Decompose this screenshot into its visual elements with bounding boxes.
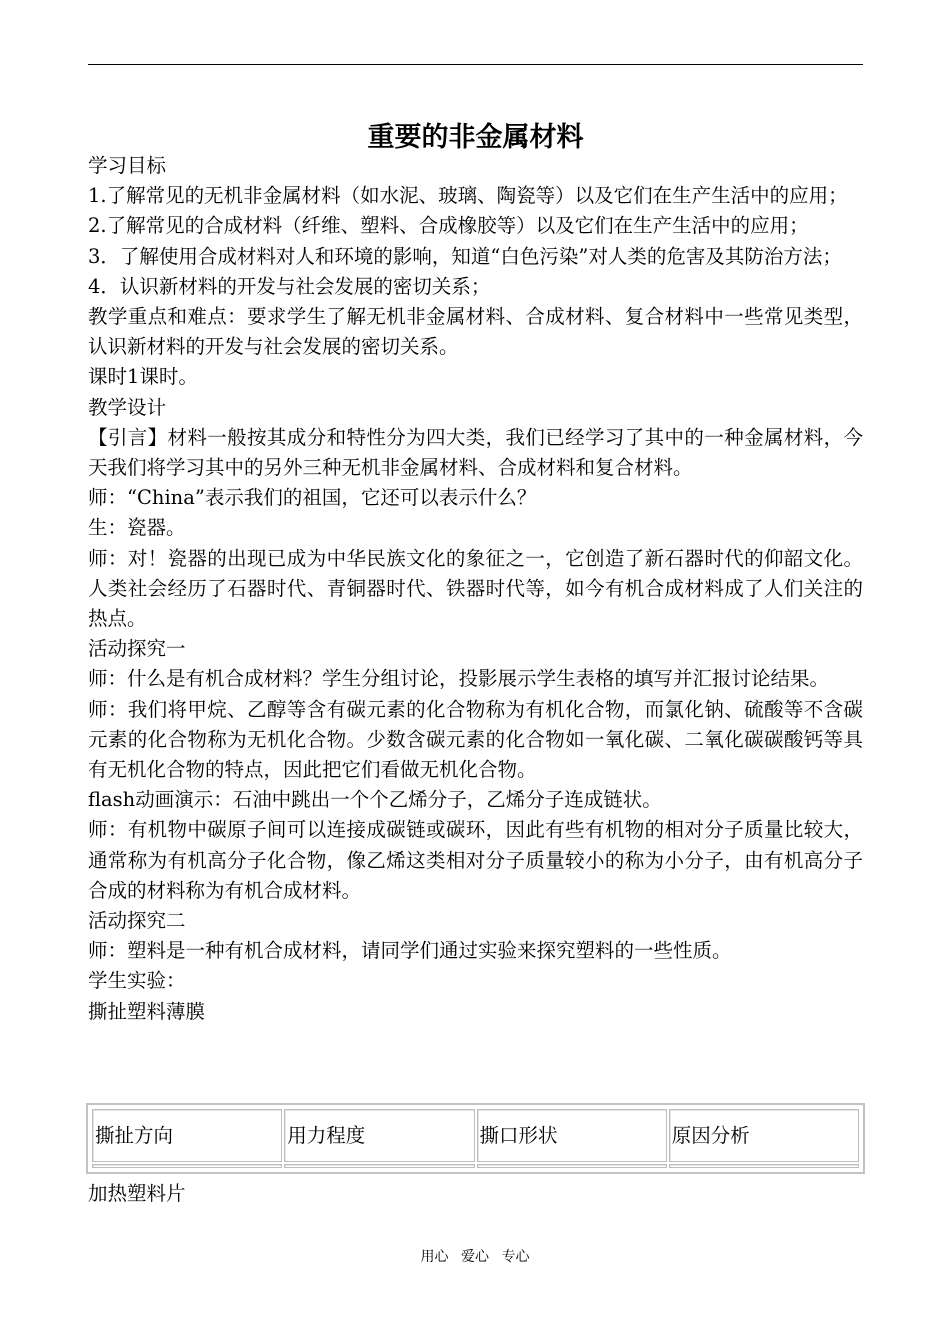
paragraph: 活动探究二 — [88, 909, 186, 933]
table-row — [92, 1164, 859, 1168]
paragraph: 2.了解常见的合成材料（纤维、塑料、合成橡胶等）以及它们在生产生活中的应用； — [88, 214, 809, 238]
header-rule — [88, 64, 863, 65]
paragraph: 师：我们将甲烷、乙醇等含有碳元素的化合物称为有机化合物，而氯化钠、硫酸等不含碳元素的化合物称为无机化合物。少数含碳元素的化合物如一氧化碳、二氧化碳碳酸钙等具有无机化合物的特点，因此把它们看做无机化合物。 — [88, 697, 863, 782]
paragraph: 师：塑料是一种有机合成材料，请同学们通过实验来探究塑料的一些性质。 — [88, 939, 732, 963]
tear-test-table — [86, 1103, 865, 1174]
paragraph: 生：瓷器。 — [88, 516, 186, 540]
table — [90, 1107, 861, 1170]
paragraph: 师：什么是有机合成材料？学生分组讨论，投影展示学生表格的填写并汇报讨论结果。 — [88, 667, 830, 691]
paragraph: 教学重点和难点：要求学生了解无机非金属材料、合成材料、复合材料中一些常见类型，认识新材料的开发与社会发展的密切关系。 — [88, 305, 863, 359]
table-cell — [92, 1164, 282, 1168]
table-cell — [477, 1164, 667, 1168]
page-footer: 用心 爱心 专心 — [420, 1249, 530, 1265]
paragraph: 撕扯塑料薄膜 — [88, 999, 206, 1023]
table-header-cell: 原因分析 — [669, 1109, 859, 1162]
table-header-cell: 撕口形状 — [477, 1109, 667, 1162]
paragraph: 学习目标 — [88, 154, 167, 177]
document-title: 重要的非金属材料 — [367, 122, 584, 153]
table-cell — [669, 1164, 859, 1168]
document-body — [88, 151, 863, 1027]
paragraph: 课时1课时。 — [88, 365, 198, 389]
paragraph: 教学设计 — [88, 395, 167, 419]
paragraph: flash动画演示：石油中跳出一个个乙烯分子，乙烯分子连成链状。 — [88, 788, 662, 812]
table-header-cell: 用力程度 — [284, 1109, 474, 1162]
table-header-row — [92, 1109, 859, 1162]
paragraph: 活动探究一 — [88, 637, 186, 661]
paragraph: 【引言】材料一般按其成分和特性分为四大类，我们已经学习了其中的一种金属材料，今天我们将学习其中的另外三种无机非金属材料、合成材料和复合材料。 — [88, 425, 863, 480]
paragraph: 师：“China”表示我们的祖国，它还可以表示什么？ — [88, 486, 537, 510]
paragraph-after-table: 加热塑料片 — [88, 1182, 186, 1205]
table-header-cell: 撕扯方向 — [92, 1109, 282, 1162]
paragraph: 3．了解使用合成材料对人和环境的影响，知道“白色污染”对人类的危害及其防治方法； — [88, 244, 842, 268]
paragraph: 1.了解常见的无机非金属材料（如水泥、玻璃、陶瓷等）以及它们在生产生活中的应用； — [88, 184, 848, 208]
table-cell — [284, 1164, 474, 1168]
paragraph: 师：对！瓷器的出现已成为中华民族文化的象征之一，它创造了新石器时代的仰韶文化。人类社会经历了石器时代、青铜器时代、铁器时代等，如今有机合成材料成了人们关注的热点。 — [88, 546, 863, 631]
paragraph: 4．认识新材料的开发与社会发展的密切关系； — [88, 274, 491, 298]
paragraph: 师：有机物中碳原子间可以连接成碳链或碳环，因此有些有机物的相对分子质量比较大，通常称为有机高分子化合物，像乙烯这类相对分子质量较小的称为小分子，由有机高分子合成的材料称为有机合成材料。 — [88, 818, 863, 902]
paragraph: 学生实验： — [88, 969, 186, 993]
